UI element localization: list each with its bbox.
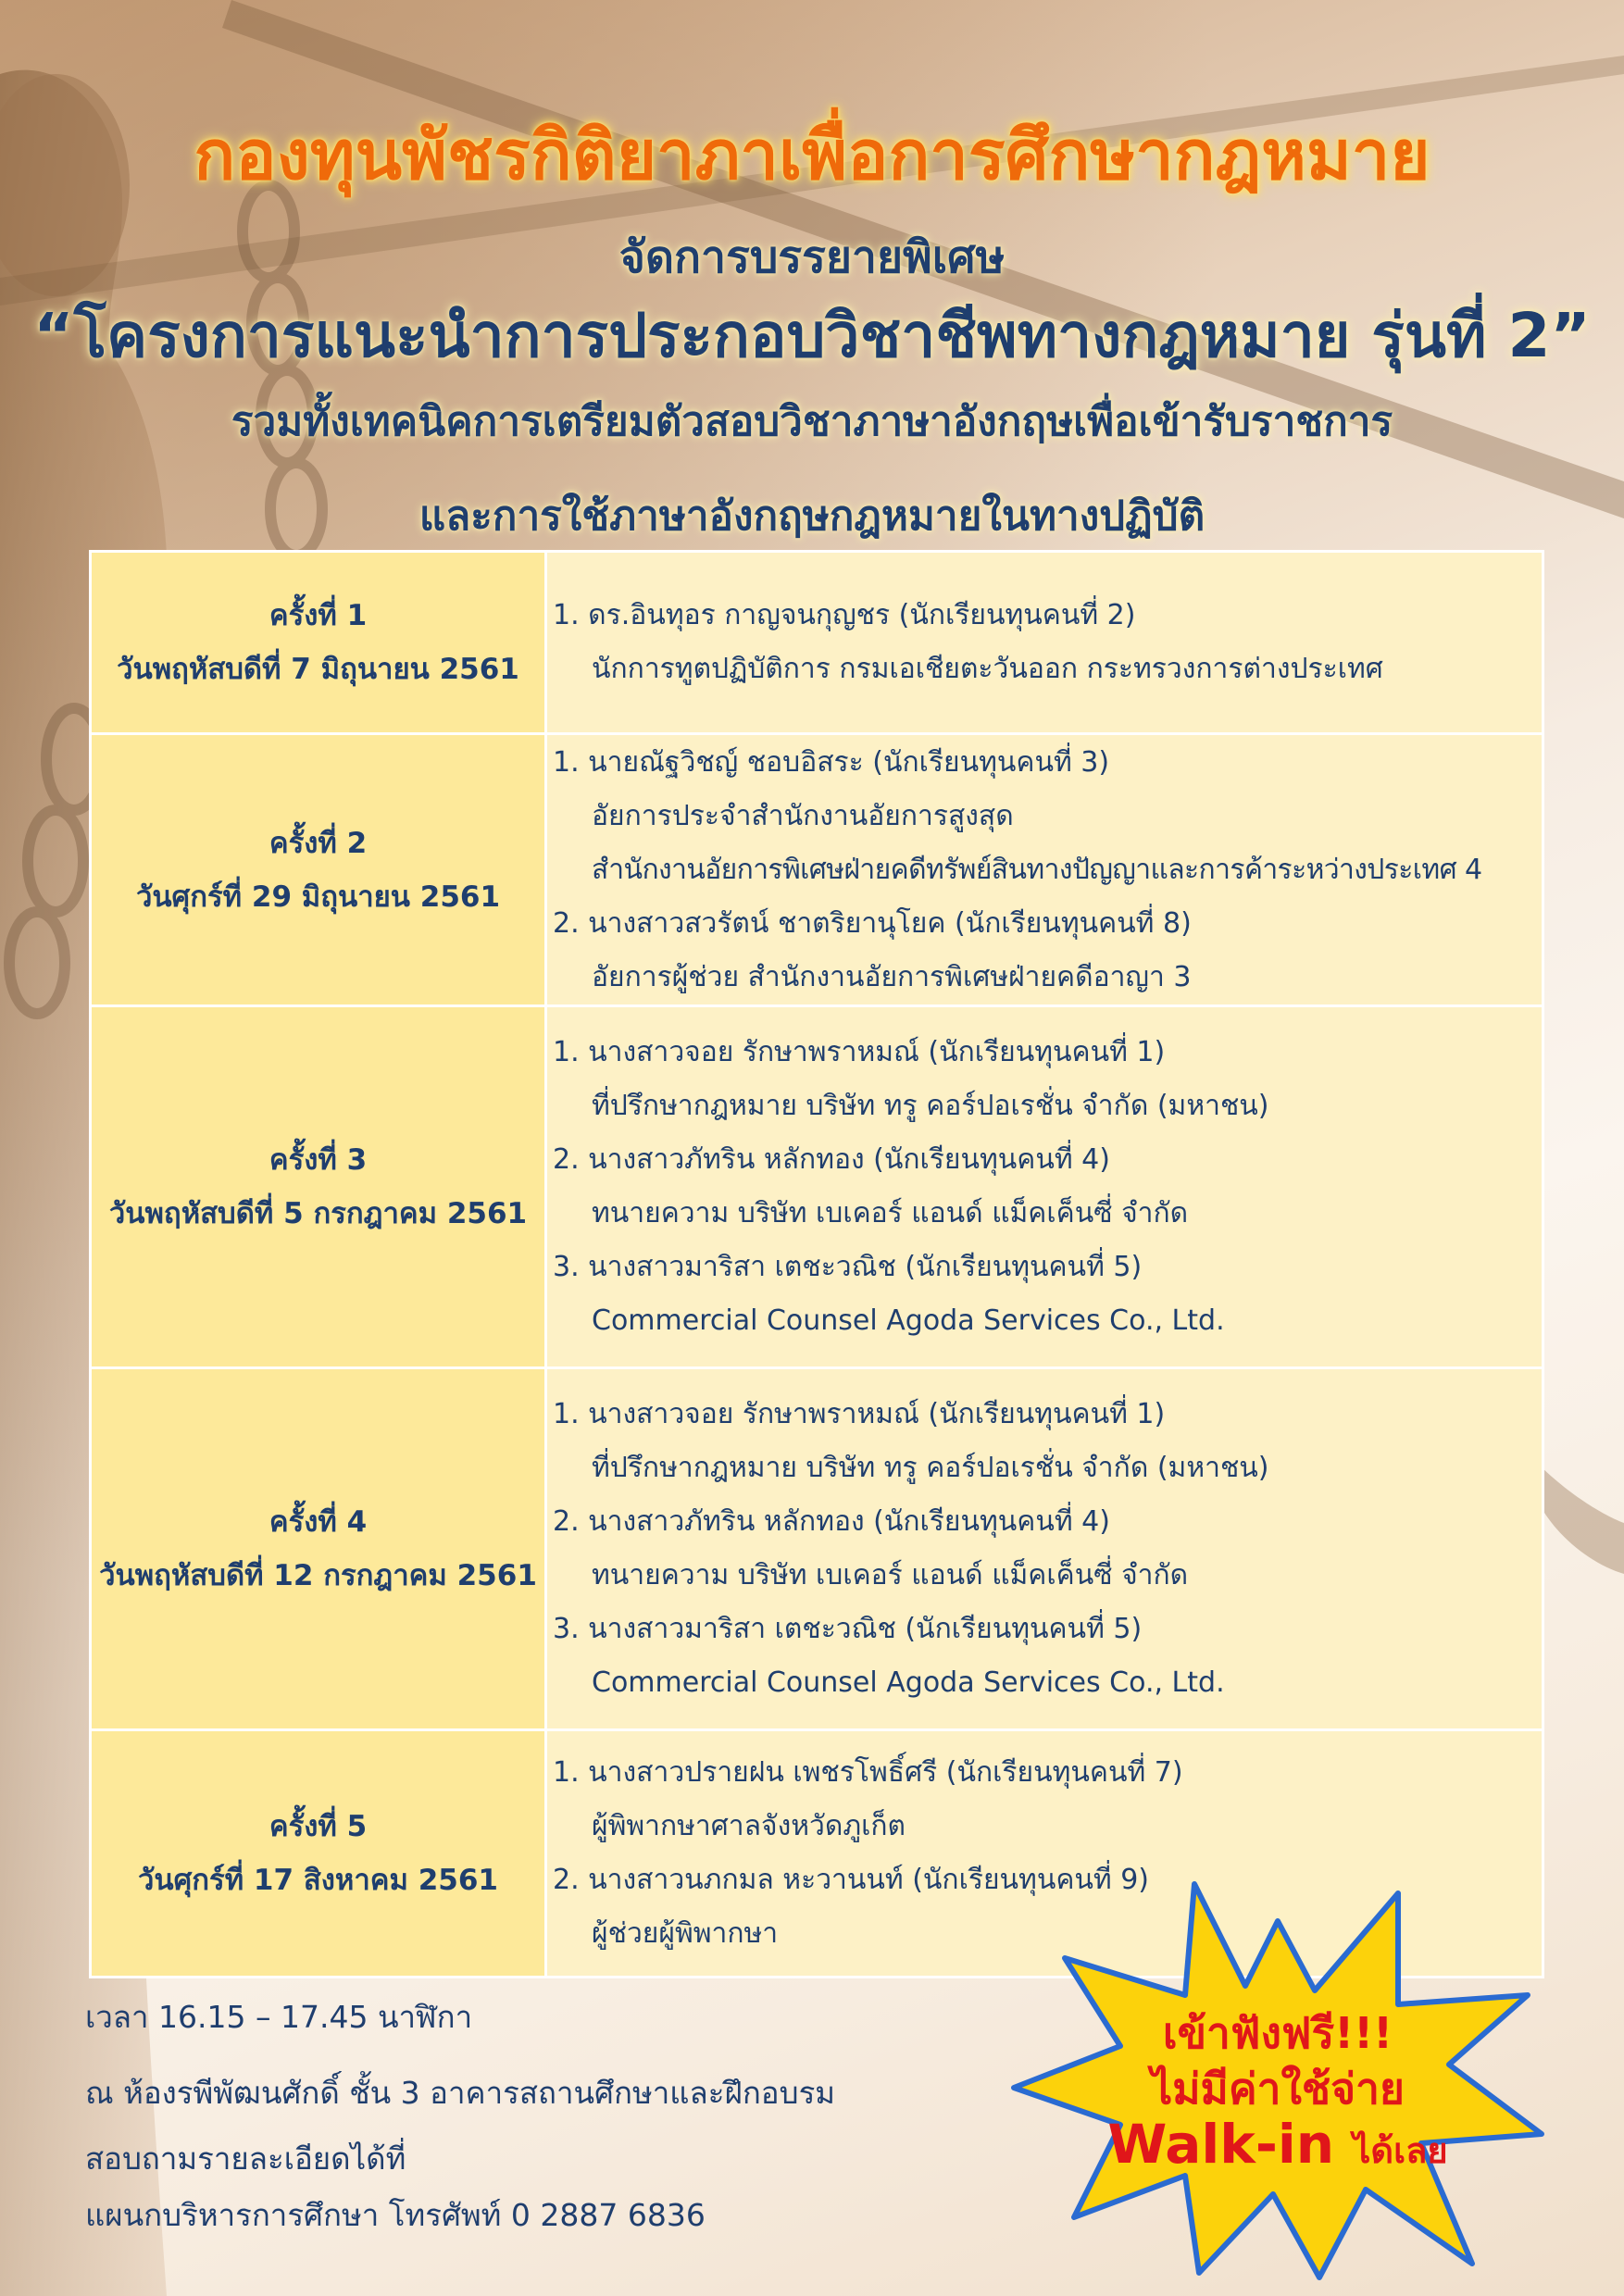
table-row <box>91 734 1543 1006</box>
project-title: “โครงการแนะนำการประกอบวิชาชีพทางกฎหมาย รุ่นที่ 2” <box>33 300 1591 371</box>
speaker-position: สำนักงานอัยการพิเศษฝ่ายคดีทรัพย์สินทางปัญญาและการค้าระหว่างประเทศ 4 <box>592 853 1482 886</box>
speaker-name: 1. ดร.อินทุอร กาญจนกุญชร (นักเรียนทุนคนที่ 2) <box>553 599 1136 631</box>
session-cell <box>91 1006 546 1368</box>
session-label: ครั้งที่ 3 <box>269 1143 368 1177</box>
speaker-name: 3. นางสาวมาริสา เตชะวณิช (นักเรียนทุนคนที่ 5) <box>553 1251 1143 1283</box>
event-venue: ณ ห้องรพีพัฒนศักดิ์ ชั้น 3 อาคารสถานศึกษาและฝึกอบรม <box>85 2075 836 2111</box>
fund-title: กองทุนพัชรกิติยาภาเพื่อการศึกษากฎหมาย <box>194 116 1430 195</box>
session-cell <box>91 1730 546 1978</box>
event-subtitle: จัดการบรรยายพิเศษ <box>618 231 1006 283</box>
session-label: ครั้งที่ 5 <box>269 1810 368 1843</box>
session-date: วันศุกร์ที่ 29 มิถุนายน 2561 <box>135 880 501 914</box>
contact-info: แผนกบริหารการศึกษา โทรศัพท์ 0 2887 6836 <box>85 2197 706 2233</box>
speakers-cell <box>546 1006 1543 1368</box>
session-label: ครั้งที่ 1 <box>269 599 368 632</box>
session-cell <box>91 734 546 1006</box>
promo-walkin <box>1009 2113 1546 2178</box>
speaker-position: ที่ปรึกษากฎหมาย บริษัท ทรู คอร์ปอเรชั่น จำกัด (มหาชน) <box>592 1090 1269 1122</box>
speaker-position: ผู้พิพากษาศาลจังหวัดภูเก็ต <box>592 1810 906 1842</box>
speaker-position: อัยการผู้ช่วย สำนักงานอัยการพิเศษฝ่ายคดีอาญา 3 <box>592 960 1192 993</box>
promo-no-cost: ไม่มีค่าใช้จ่าย <box>1151 2064 1405 2114</box>
speaker-name: 2. นางสาวสวรัตน์ ชาตริยานุโยค (นักเรียนทุนคนที่ 8) <box>553 906 1192 940</box>
speakers-cell <box>546 734 1543 1006</box>
speaker-name: 2. นางสาวภัทริน หลักทอง (นักเรียนทุนคนที่ 4) <box>553 1143 1110 1176</box>
speaker-name: 1. นางสาวปรายฝน เพชรโพธิ์ศรี (นักเรียนทุนคนที่ 7) <box>553 1756 1183 1789</box>
speaker-name: 3. นางสาวมาริสา เตชะวณิช (นักเรียนทุนคนที่ 5) <box>553 1613 1143 1645</box>
speaker-position: นักการทูตปฏิบัติการ กรมเอเชียตะวันออก กระทรวงการต่างประเทศ <box>592 653 1383 685</box>
walkin-label: Walk-in <box>1107 2113 1335 2176</box>
table-row <box>91 1368 1543 1730</box>
speakers-cell <box>546 1368 1543 1730</box>
session-date: วันพฤหัสบดีที่ 5 กรกฎาคม 2561 <box>108 1197 528 1230</box>
speaker-position: อัยการประจำสำนักงานอัยการสูงสุด <box>592 799 1014 832</box>
speaker-name: 2. นางสาวนภกมล หะวานนท์ (นักเรียนทุนคนที่ 9) <box>553 1864 1150 1896</box>
inquiry-label: สอบถามรายละเอียดได้ที่ <box>85 2140 406 2177</box>
speaker-position: ผู้ช่วยผู้พิพากษา <box>592 1917 779 1950</box>
speaker-name: 1. นางสาวจอย รักษาพราหมณ์ (นักเรียนทุนคนที่ 1) <box>553 1398 1166 1430</box>
event-time: เวลา 16.15 – 17.45 นาฬิกา <box>85 1999 473 2035</box>
speaker-name: 1. นายณัฐวิชญ์ ชอบอิสระ (นักเรียนทุนคนที่ 3) <box>553 745 1110 779</box>
session-label: ครั้งที่ 4 <box>269 1505 368 1539</box>
speaker-name: 2. นางสาวภัทริน หลักทอง (นักเรียนทุนคนที่ 4) <box>553 1505 1110 1538</box>
walkin-suffix: ได้เลย <box>1353 2130 1448 2171</box>
description-line-2: และการใช้ภาษาอังกฤษกฎหมายในทางปฏิบัติ <box>418 493 1206 540</box>
session-date: วันพฤหัสบดีที่ 7 มิถุนายน 2561 <box>117 653 519 686</box>
promo-free: เข้าฟังฟรี!!! <box>1162 2008 1393 2058</box>
speaker-position: ทนายความ บริษัท เบเคอร์ แอนด์ แม็คเค็นซี่ จำกัด <box>592 1559 1189 1591</box>
session-cell <box>91 1368 546 1730</box>
table-row <box>91 1006 1543 1368</box>
session-date: วันพฤหัสบดีที่ 12 กรกฎาคม 2561 <box>99 1559 537 1592</box>
speaker-name: 1. นางสาวจอย รักษาพราหมณ์ (นักเรียนทุนคนที่ 1) <box>553 1036 1166 1068</box>
speaker-position: Commercial Counsel Agoda Services Co., Ltd. <box>592 1666 1225 1699</box>
table-row <box>91 552 1543 734</box>
speakers-cell <box>546 552 1543 734</box>
speaker-position: ทนายความ บริษัท เบเคอร์ แอนด์ แม็คเค็นซี่ จำกัด <box>592 1197 1189 1229</box>
description-line-1: รวมทั้งเทคนิคการเตรียมตัวสอบวิชาภาษาอังกฤษเพื่อเข้ารับราชการ <box>231 398 1393 445</box>
speaker-position: Commercial Counsel Agoda Services Co., Ltd. <box>592 1304 1225 1337</box>
session-date: วันศุกร์ที่ 17 สิงหาคม 2561 <box>138 1864 498 1897</box>
schedule-table <box>89 550 1544 1978</box>
session-label: ครั้งที่ 2 <box>269 826 368 860</box>
speaker-position: ที่ปรึกษากฎหมาย บริษัท ทรู คอร์ปอเรชั่น จำกัด (มหาชน) <box>592 1452 1269 1484</box>
session-cell <box>91 552 546 734</box>
